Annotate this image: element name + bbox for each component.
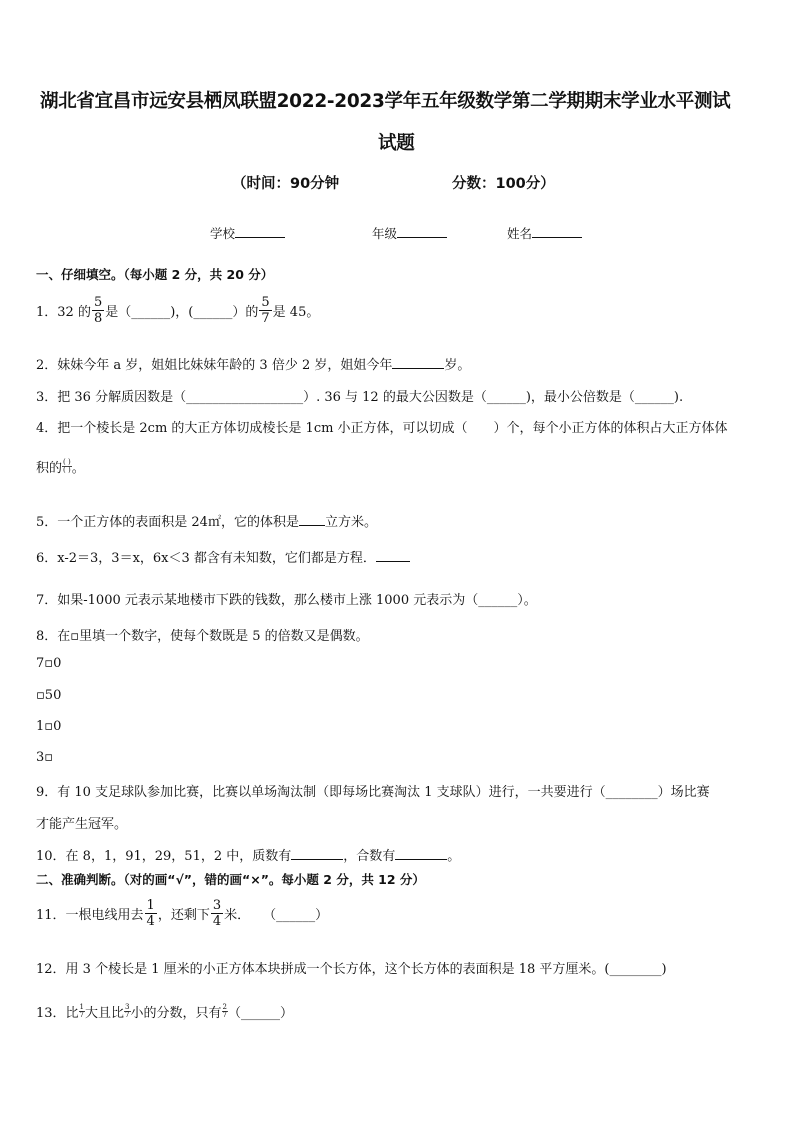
school-blank[interactable] [235, 225, 285, 238]
fraction-5-8: $\frac{5}{8}$ [93, 295, 103, 326]
q8-item: 7▫0 [36, 656, 62, 671]
fraction-blank: $\frac{( )}{( )}$ [63, 458, 71, 474]
question-9-line1: 9．有 10 支足球队参加比赛，比赛以单场淘汰制（即每场比赛淘汰 1 支球队）进行，一共要进行（________）场比赛 [36, 785, 710, 800]
q8-item: 1▫0 [36, 719, 62, 734]
school-field[interactable] [210, 224, 285, 242]
q8-item: 3▫ [36, 750, 54, 765]
fraction-1-7: $\frac{1}{7}$ [79, 1003, 85, 1019]
q5-answer-blank[interactable] [299, 513, 325, 526]
section2-heading: 二、准确判断。（对的画“√”，错的画“×”。每小题 2 分，共 12 分） [36, 872, 425, 887]
page-title: 湖北省宜昌市远安县栖凤联盟2022-2023学年五年级数学第二学期期末学业水平测试 [40, 91, 731, 112]
q10-composite-blank[interactable] [395, 847, 447, 860]
fraction-5-7: $\frac{5}{7}$ [261, 295, 270, 326]
question-12: 12．用 3 个棱长是 1 厘米的小正方体本块拼成一个长方体，这个长方体的表面积是 18 平方厘米。(________) [36, 962, 667, 977]
q2-answer-blank[interactable] [392, 356, 444, 369]
question-8: 8．在▫里填一个数字，使每个数既是 5 的倍数又是偶数。 [36, 629, 369, 644]
page-title-line2: 试题 [378, 133, 415, 154]
question-9-line2: 才能产生冠军。 [36, 817, 128, 832]
question-5: 5．一个正方体的表面积是 24㎡，它的体积是 立方米。 [36, 515, 377, 530]
name-label: 姓名 [507, 226, 533, 241]
q8-item: ▫50 [36, 688, 62, 703]
fraction-2-7: $\frac{2}{7}$ [222, 1003, 227, 1019]
question-13: 13．比 $\frac{1}{7}$ 大且比 $\frac{3}{7}$ 小的分数，只有 $\frac{2}{7}$ （______） [36, 1003, 293, 1021]
question-3: 3．把 36 分解质因数是（__________________）. 36 与 12 的最大公因数是（______)，最小公倍数是（______). [36, 390, 684, 405]
exam-score: 分数：100分） [452, 176, 555, 192]
question-10: 10．在 8，1，91，29，51，2 中，质数有 ，合数有 。 [36, 849, 461, 864]
question-4-line2: 积的 $\frac{( )}{( )}$ 。 [36, 458, 85, 476]
fraction-1-4: $\frac{1}{4}$ [146, 898, 155, 929]
name-field[interactable] [507, 224, 582, 242]
section1-heading: 一、仔细填空。（每小题 2 分，共 20 分） [36, 267, 274, 282]
school-label: 学校 [210, 226, 236, 241]
fraction-3-7: $\frac{3}{7}$ [125, 1003, 130, 1019]
question-11: 11．一根电线用去 $\frac{1}{4}$ ，还剩下 $\frac{3}{4}$ 米． （______） [36, 898, 329, 929]
q6-answer-blank[interactable] [376, 549, 410, 562]
fraction-3-4: $\frac{3}{4}$ [212, 898, 222, 929]
q10-prime-blank[interactable] [291, 847, 343, 860]
grade-blank[interactable] [397, 225, 447, 238]
question-4-line1: 4．把一个棱长是 2cm 的大正方体切成棱长是 1cm 小正方体，可以切成（ ）个，每个小正方体的体积占大正方体体 [36, 421, 728, 436]
question-7: 7．如果-1000 元表示某地楼市下跌的钱数，那么楼市上涨 1000 元表示为（______）。 [36, 593, 537, 608]
question-6: 6．x-2＝3，3＝x，6x＜3 都含有未知数，它们都是方程． [36, 547, 410, 566]
name-blank[interactable] [532, 225, 582, 238]
exam-time: （时间：90分钟 [232, 176, 340, 192]
grade-label: 年级 [372, 226, 398, 241]
grade-field[interactable] [372, 224, 447, 242]
question-2: 2．妹妹今年 a 岁，姐姐比妹妹年龄的 3 倍少 2 岁，姐姐今年 岁。 [36, 358, 471, 373]
question-1: 1．32 的 $\frac{5}{8}$ 是（______)，(______）的 $\frac{5}{7}$ 是 45。 [36, 295, 320, 326]
